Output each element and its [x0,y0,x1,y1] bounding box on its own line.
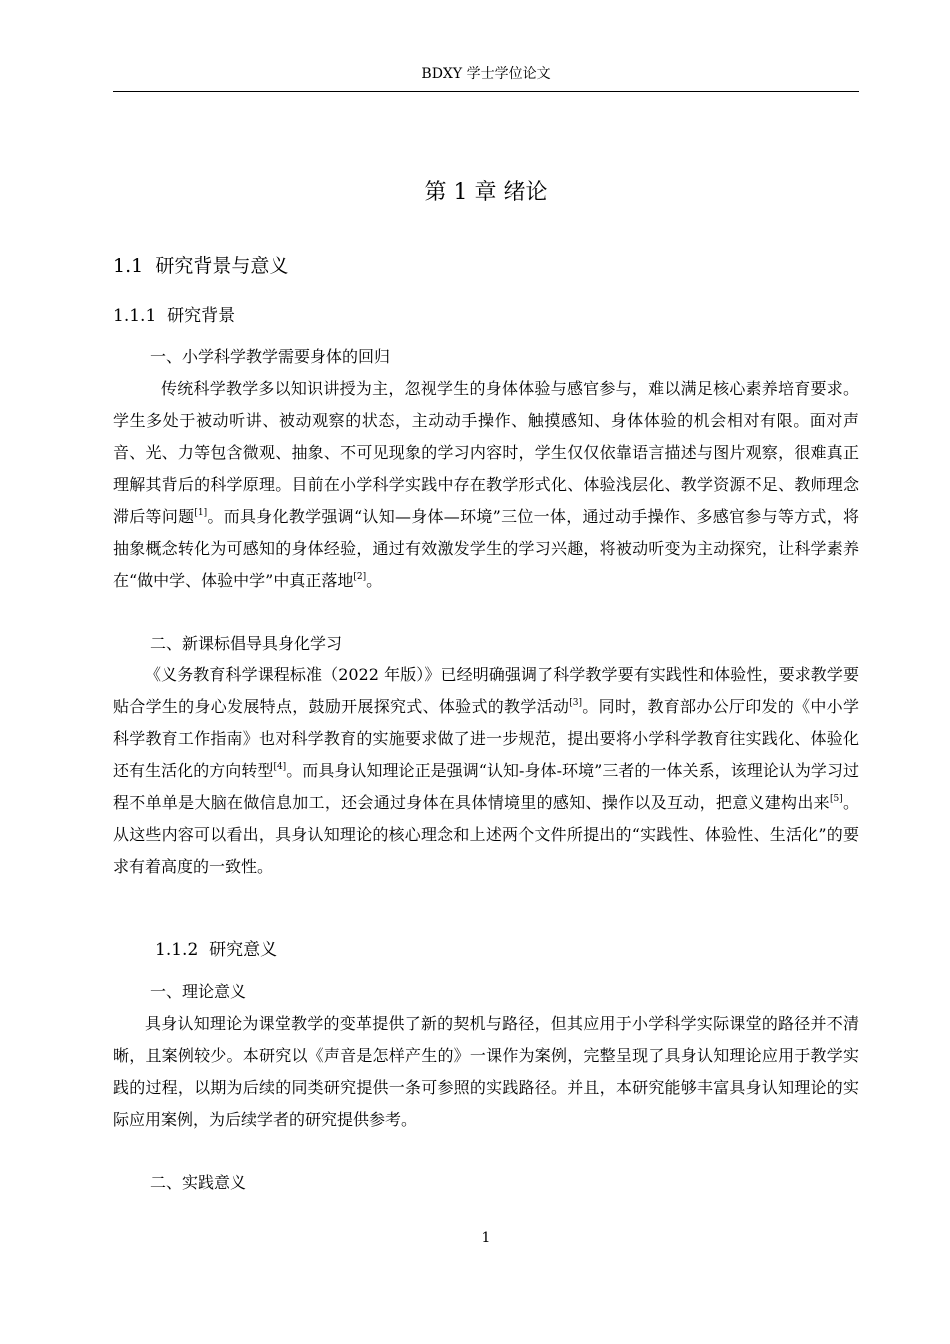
running-header: BDXY 学士学位论文 [421,66,551,82]
subheading-theoretical-significance: 一、理论意义 [150,982,247,1001]
citation: [1] [194,508,208,518]
citation: [2] [353,572,367,582]
section-heading-1-1-1 [113,303,235,329]
section-title: 研究意义 [209,940,278,960]
header-rule [113,91,859,92]
section-number: 1.1 [113,255,144,277]
paragraph-theoretical-significance: 具身认知理论为课堂教学的变革提供了新的契机与路径，但其应用于小学科学实际课堂的路径并不清晰，且案例较少。本研究以《声音是怎样产生的》一课作为案例，完整呈现了具身认知理论应用于教学实践的过程，以期为后续的同类研究提供一条可参照的实践路径。并且，本研究能够丰富具身认知理论的实际应用案例，为后续学者的研究提供参考。 [113,1014,859,1129]
section-title: 研究背景与意义 [155,255,289,277]
section-number: 1.1.1 [113,306,157,326]
citation: [5] [829,794,843,804]
citation: [4] [273,762,287,772]
paragraph-background-2: 《义务教育科学课程标准（2022 年版）》已经明确强调了科学教学要有实践性和体验性，要求教学要贴合学生的身心发展特点，鼓励开展探究式、体验式的教学活动[3]。同时，教育部办公厅印发的《中小学科学教育工作指南》也对科学教育的实施要求做了进一步规范，提出要将小学科学教育往实践化、体验化还有生活化的方向转型[4]。而具身认知理论正是强调“认知-身体-环境”三者的一体关系，该理论认为学习过程不单单是大脑在做信息加工，还会通过身体在具体情境里的感知、操作以及互动，把意义建构出来[5]。从这些内容可以看出，具身认知理论的核心理念和上述两个文件所提出的“实践性、体验性、生活化”的要求有着高度的一致性。 [113,665,859,876]
section-number: 1.1.2 [155,940,199,960]
section-heading-1-1 [113,252,288,280]
subheading-practical-significance: 二、实践意义 [150,1173,247,1192]
subheading-body-return: 一、小学科学教学需要身体的回归 [150,347,391,366]
section-heading-1-1-2 [155,937,277,963]
chapter-title: 第 1 章 绪论 [424,180,548,205]
page-number: 1 [481,1230,491,1246]
citation: [3] [569,698,582,708]
paragraph-background-1: 传统科学教学多以知识讲授为主，忽视学生的身体体验与感官参与，难以满足核心素养培育要求。学生多处于被动听讲、被动观察的状态，主动动手操作、触摸感知、身体体验的机会相对有限。面对声音、光、力等包含微观、抽象、不可见现象的学习内容时，学生仅仅依靠语言描述与图片观察，很难真正理解其背后的科学原理。目前在小学科学实践中存在教学形式化、体验浅层化、教学资源不足、教师理念滞后等问题[1]。而具身化教学强调“认知—身体—环境”三位一体，通过动手操作、多感官参与等方式，将抽象概念转化为可感知的身体经验，通过有效激发学生的学习兴趣，将被动听变为主动探究，让科学素养在“做中学、体验中学”中真正落地[2]。 [113,379,859,590]
subheading-new-curriculum: 二、新课标倡导具身化学习 [150,634,343,653]
section-title: 研究背景 [167,306,236,326]
